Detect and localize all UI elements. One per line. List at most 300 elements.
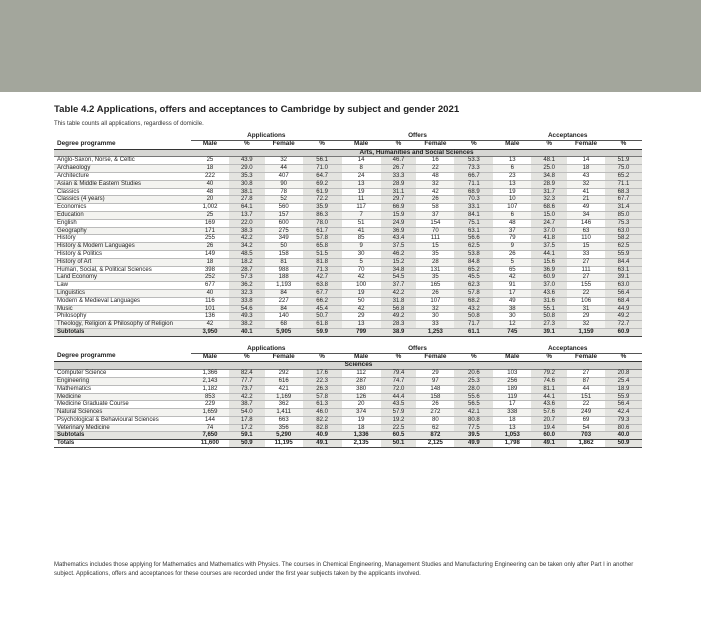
percent-cell: 50.9 bbox=[605, 440, 642, 448]
percent-cell: 85.0 bbox=[605, 211, 642, 219]
count-cell: 10 bbox=[493, 196, 531, 204]
percent-cell: 28.3 bbox=[381, 321, 417, 329]
table-row bbox=[54, 282, 642, 290]
count-cell: 26 bbox=[493, 250, 531, 258]
count-cell: 140 bbox=[265, 313, 303, 321]
percent-cell: 37.0 bbox=[531, 227, 567, 235]
percent-cell: 57.6 bbox=[531, 409, 567, 417]
count-cell: 252 bbox=[191, 274, 229, 282]
percent-cell: 18.9 bbox=[605, 385, 642, 393]
count-cell: 13 bbox=[342, 321, 381, 329]
degree-name: Linguistics bbox=[54, 289, 191, 297]
table-row bbox=[54, 401, 642, 409]
col-female: Female bbox=[265, 353, 303, 362]
percent-cell: 79.4 bbox=[381, 370, 417, 378]
percent-cell: 31.4 bbox=[605, 204, 642, 212]
percent-cell: 69.2 bbox=[303, 180, 342, 188]
percent-cell: 22.5 bbox=[381, 424, 417, 432]
table-row bbox=[54, 370, 642, 378]
percent-cell: 82.8 bbox=[303, 424, 342, 432]
percent-cell: 56.1 bbox=[303, 157, 342, 165]
count-cell: 30 bbox=[342, 250, 381, 258]
percent-cell: 84.4 bbox=[605, 258, 642, 266]
count-cell: 362 bbox=[265, 401, 303, 409]
count-cell: 1,862 bbox=[567, 440, 605, 448]
percent-cell: 61.9 bbox=[303, 188, 342, 196]
percent-cell: 35.9 bbox=[303, 204, 342, 212]
table-row bbox=[54, 274, 642, 282]
percent-cell: 61.3 bbox=[303, 401, 342, 409]
table-row bbox=[54, 409, 642, 417]
count-cell: 144 bbox=[191, 416, 229, 424]
percent-cell: 49.9 bbox=[454, 440, 493, 448]
percent-cell: 44.4 bbox=[381, 393, 417, 401]
percent-cell: 55.6 bbox=[454, 393, 493, 401]
count-cell: 42 bbox=[416, 188, 454, 196]
percent-cell: 22.3 bbox=[303, 377, 342, 385]
percent-cell: 70.3 bbox=[454, 196, 493, 204]
percent-cell: 48.1 bbox=[531, 157, 567, 165]
percent-cell: 65.2 bbox=[454, 266, 493, 274]
table-row bbox=[54, 258, 642, 266]
degree-name: Music bbox=[54, 305, 191, 313]
percent-cell: 75.3 bbox=[605, 219, 642, 227]
footnote: Mathematics includes those applying for Mathematics and Mathematics with Physics. The courses in Chemical Engineering, Management Studies and Manufacturing Engineering can be taken only after Part I in another subject. Applications, offers and acceptances for these courses are recorded under the first year subjects taken by the applicants involved. bbox=[54, 562, 634, 577]
col-male: Male bbox=[191, 140, 229, 149]
degree-name: Modern & Medieval Languages bbox=[54, 297, 191, 305]
count-cell: 116 bbox=[191, 297, 229, 305]
count-cell: 18 bbox=[342, 424, 381, 432]
percent-cell: 64.1 bbox=[229, 204, 265, 212]
percent-cell: 61.7 bbox=[303, 227, 342, 235]
count-cell: 25 bbox=[191, 211, 229, 219]
percent-cell: 48.5 bbox=[229, 250, 265, 258]
percent-cell: 79.2 bbox=[531, 370, 567, 378]
count-cell: 222 bbox=[191, 172, 229, 180]
percent-cell: 49.1 bbox=[303, 440, 342, 448]
degree-name: History & Politics bbox=[54, 250, 191, 258]
col-female: Female bbox=[567, 353, 605, 362]
percent-cell: 26.7 bbox=[381, 165, 417, 173]
table-row bbox=[54, 196, 642, 204]
percent-cell: 44.1 bbox=[531, 250, 567, 258]
count-cell: 5 bbox=[342, 258, 381, 266]
percent-cell: 81.1 bbox=[531, 385, 567, 393]
percent-cell: 60.9 bbox=[531, 274, 567, 282]
percent-cell: 75.1 bbox=[454, 219, 493, 227]
percent-cell: 28.7 bbox=[229, 266, 265, 274]
percent-cell: 80.6 bbox=[605, 424, 642, 432]
percent-cell: 25.3 bbox=[454, 377, 493, 385]
degree-name: Geography bbox=[54, 227, 191, 235]
count-cell: 14 bbox=[567, 157, 605, 165]
percent-cell: 43.6 bbox=[531, 401, 567, 409]
count-cell: 1,336 bbox=[342, 432, 381, 440]
percent-cell: 57.8 bbox=[303, 235, 342, 243]
count-cell: 27 bbox=[567, 274, 605, 282]
count-cell: 62 bbox=[416, 424, 454, 432]
percent-cell: 28.0 bbox=[454, 385, 493, 393]
degree-name: Theology, Religion & Philosophy of Religion bbox=[54, 321, 191, 329]
count-cell: 81 bbox=[265, 258, 303, 266]
group-offers: Offers bbox=[342, 345, 494, 353]
section-sciences: Sciences bbox=[342, 362, 381, 370]
percent-cell: 63.0 bbox=[605, 282, 642, 290]
count-cell: 256 bbox=[493, 377, 531, 385]
count-cell: 249 bbox=[567, 409, 605, 417]
count-cell: 5 bbox=[493, 258, 531, 266]
percent-cell: 28.9 bbox=[531, 180, 567, 188]
percent-cell: 17.8 bbox=[229, 416, 265, 424]
percent-cell: 43.5 bbox=[381, 401, 417, 409]
percent-cell: 77.7 bbox=[229, 377, 265, 385]
percent-cell: 66.2 bbox=[303, 297, 342, 305]
percent-cell: 56.5 bbox=[454, 401, 493, 409]
count-cell: 149 bbox=[191, 250, 229, 258]
percent-cell: 33.1 bbox=[454, 204, 493, 212]
col-degree: Degree programme bbox=[54, 353, 191, 362]
count-cell: 41 bbox=[342, 227, 381, 235]
percent-cell: 71.3 bbox=[303, 266, 342, 274]
percent-cell: 71.1 bbox=[454, 180, 493, 188]
count-cell: 70 bbox=[416, 227, 454, 235]
percent-cell: 57.8 bbox=[303, 393, 342, 401]
percent-cell: 73.3 bbox=[454, 165, 493, 173]
count-cell: 30 bbox=[416, 313, 454, 321]
percent-cell: 43.2 bbox=[454, 305, 493, 313]
count-cell: 50 bbox=[265, 243, 303, 251]
count-cell: 745 bbox=[493, 328, 531, 336]
document-page bbox=[54, 104, 644, 448]
percent-cell: 32.3 bbox=[531, 196, 567, 204]
count-cell: 19 bbox=[342, 416, 381, 424]
percent-cell: 65.8 bbox=[303, 243, 342, 251]
table-subtitle: This table counts all applications, regardless of domicile. bbox=[54, 121, 204, 127]
count-cell: 37 bbox=[416, 211, 454, 219]
percent-cell: 54.5 bbox=[381, 274, 417, 282]
percent-cell: 65.2 bbox=[605, 172, 642, 180]
col-pct: % bbox=[531, 353, 567, 362]
table-row bbox=[54, 297, 642, 305]
percent-cell: 82.4 bbox=[229, 370, 265, 378]
percent-cell: 57.3 bbox=[229, 274, 265, 282]
table-row bbox=[54, 416, 642, 424]
table-row bbox=[54, 172, 642, 180]
percent-cell: 24.9 bbox=[381, 219, 417, 227]
percent-cell: 54.6 bbox=[229, 305, 265, 313]
percent-cell: 55.9 bbox=[605, 393, 642, 401]
table-row bbox=[54, 305, 642, 313]
percent-cell: 42.2 bbox=[229, 393, 265, 401]
percent-cell: 68.9 bbox=[454, 188, 493, 196]
count-cell: 2,143 bbox=[191, 377, 229, 385]
count-cell: 50 bbox=[342, 297, 381, 305]
count-cell: 15 bbox=[567, 243, 605, 251]
percent-cell: 15.9 bbox=[381, 211, 417, 219]
count-cell: 101 bbox=[191, 305, 229, 313]
count-cell: 2,135 bbox=[342, 440, 381, 448]
percent-cell: 66.7 bbox=[454, 172, 493, 180]
count-cell: 29 bbox=[342, 313, 381, 321]
count-cell: 38 bbox=[493, 305, 531, 313]
degree-name: Law bbox=[54, 282, 191, 290]
percent-cell: 54.0 bbox=[229, 409, 265, 417]
percent-cell: 72.2 bbox=[303, 196, 342, 204]
percent-cell: 59.9 bbox=[303, 328, 342, 336]
count-cell: 13 bbox=[342, 180, 381, 188]
count-cell: 33 bbox=[416, 321, 454, 329]
count-cell: 872 bbox=[416, 432, 454, 440]
count-cell: 1,182 bbox=[191, 385, 229, 393]
col-pct: % bbox=[454, 140, 493, 149]
table-row bbox=[54, 424, 642, 432]
table-row bbox=[54, 289, 642, 297]
count-cell: 7 bbox=[342, 211, 381, 219]
percent-cell: 77.5 bbox=[454, 424, 493, 432]
count-cell: 560 bbox=[265, 204, 303, 212]
percent-cell: 26.3 bbox=[303, 385, 342, 393]
group-acceptances: Acceptances bbox=[493, 345, 642, 353]
degree-name: Architecture bbox=[54, 172, 191, 180]
percent-cell: 27.8 bbox=[229, 196, 265, 204]
count-cell: 18 bbox=[191, 258, 229, 266]
percent-cell: 36.2 bbox=[229, 282, 265, 290]
count-cell: 165 bbox=[416, 282, 454, 290]
count-cell: 49 bbox=[493, 297, 531, 305]
degree-name: Engineering bbox=[54, 377, 191, 385]
percent-cell: 44.1 bbox=[531, 393, 567, 401]
count-cell: 21 bbox=[567, 196, 605, 204]
count-cell: 6 bbox=[493, 165, 531, 173]
percent-cell: 17.6 bbox=[303, 370, 342, 378]
count-cell: 68 bbox=[265, 321, 303, 329]
table-row bbox=[54, 266, 642, 274]
percent-cell: 27.3 bbox=[531, 321, 567, 329]
table-row bbox=[54, 219, 642, 227]
percent-cell: 29.7 bbox=[381, 196, 417, 204]
percent-cell: 71.1 bbox=[605, 180, 642, 188]
count-cell: 44 bbox=[265, 165, 303, 173]
percent-cell: 53.3 bbox=[454, 157, 493, 165]
percent-cell: 15.0 bbox=[531, 211, 567, 219]
count-cell: 26 bbox=[416, 401, 454, 409]
count-cell: 37 bbox=[493, 227, 531, 235]
count-cell: 19 bbox=[342, 289, 381, 297]
count-cell: 11,600 bbox=[191, 440, 229, 448]
count-cell: 103 bbox=[493, 370, 531, 378]
col-male: Male bbox=[342, 353, 381, 362]
percent-cell: 56.6 bbox=[454, 235, 493, 243]
percent-cell: 41.8 bbox=[531, 235, 567, 243]
count-cell: 49 bbox=[567, 204, 605, 212]
degree-name: Philosophy bbox=[54, 313, 191, 321]
percent-cell: 28.9 bbox=[381, 180, 417, 188]
col-male: Male bbox=[493, 353, 531, 362]
degree-name: Psychological & Behavioural Sciences bbox=[54, 416, 191, 424]
table-row bbox=[54, 321, 642, 329]
percent-cell: 51.5 bbox=[303, 250, 342, 258]
col-male: Male bbox=[493, 140, 531, 149]
count-cell: 988 bbox=[265, 266, 303, 274]
count-cell: 58 bbox=[416, 204, 454, 212]
count-cell: 24 bbox=[342, 172, 381, 180]
count-cell: 663 bbox=[265, 416, 303, 424]
col-pct: % bbox=[454, 353, 493, 362]
percent-cell: 45.5 bbox=[454, 274, 493, 282]
percent-cell: 38.3 bbox=[229, 227, 265, 235]
degree-name: History of Art bbox=[54, 258, 191, 266]
count-cell: 292 bbox=[265, 370, 303, 378]
count-cell: 74 bbox=[191, 424, 229, 432]
percent-cell: 37.5 bbox=[381, 243, 417, 251]
col-pct: % bbox=[381, 353, 417, 362]
count-cell: 155 bbox=[567, 282, 605, 290]
table-row bbox=[54, 243, 642, 251]
percent-cell: 37.5 bbox=[531, 243, 567, 251]
col-male: Male bbox=[342, 140, 381, 149]
percent-cell: 31.6 bbox=[531, 297, 567, 305]
percent-cell: 40.0 bbox=[605, 432, 642, 440]
percent-cell: 32.3 bbox=[229, 289, 265, 297]
percent-cell: 40.1 bbox=[229, 328, 265, 336]
count-cell: 48 bbox=[416, 172, 454, 180]
percent-cell: 80.8 bbox=[454, 416, 493, 424]
count-cell: 69 bbox=[567, 416, 605, 424]
percent-cell: 60.0 bbox=[531, 432, 567, 440]
percent-cell: 50.7 bbox=[303, 313, 342, 321]
count-cell: 154 bbox=[416, 219, 454, 227]
percent-cell: 56.8 bbox=[381, 305, 417, 313]
percent-cell: 34.8 bbox=[531, 172, 567, 180]
count-cell: 14 bbox=[342, 157, 381, 165]
percent-cell: 68.2 bbox=[454, 297, 493, 305]
count-cell: 35 bbox=[416, 274, 454, 282]
count-cell: 34 bbox=[567, 211, 605, 219]
percent-cell: 62.5 bbox=[454, 243, 493, 251]
count-cell: 398 bbox=[191, 266, 229, 274]
percent-cell: 55.9 bbox=[605, 250, 642, 258]
count-cell: 44 bbox=[567, 385, 605, 393]
count-cell: 13 bbox=[493, 424, 531, 432]
count-cell: 41 bbox=[567, 188, 605, 196]
percent-cell: 64.7 bbox=[303, 172, 342, 180]
count-cell: 9 bbox=[342, 243, 381, 251]
percent-cell: 19.4 bbox=[531, 424, 567, 432]
count-cell: 20 bbox=[342, 401, 381, 409]
count-cell: 32 bbox=[416, 305, 454, 313]
table-row bbox=[54, 157, 642, 165]
count-cell: 1,253 bbox=[416, 328, 454, 336]
count-cell: 171 bbox=[191, 227, 229, 235]
count-cell: 151 bbox=[567, 393, 605, 401]
count-cell: 106 bbox=[567, 297, 605, 305]
count-cell: 275 bbox=[265, 227, 303, 235]
table-row bbox=[54, 393, 642, 401]
group-applications: Applications bbox=[191, 132, 342, 140]
percent-cell: 66.9 bbox=[381, 204, 417, 212]
percent-cell: 22.0 bbox=[229, 219, 265, 227]
percent-cell: 50.8 bbox=[531, 313, 567, 321]
degree-name: Mathematics bbox=[54, 385, 191, 393]
percent-cell: 34.8 bbox=[381, 266, 417, 274]
percent-cell: 68.4 bbox=[605, 297, 642, 305]
percent-cell: 62.5 bbox=[605, 243, 642, 251]
percent-cell: 56.4 bbox=[605, 401, 642, 409]
count-cell: 136 bbox=[191, 313, 229, 321]
count-cell: 29 bbox=[416, 370, 454, 378]
percent-cell: 60.5 bbox=[381, 432, 417, 440]
count-cell: 85 bbox=[342, 235, 381, 243]
percent-cell: 79.3 bbox=[605, 416, 642, 424]
count-cell: 17 bbox=[493, 289, 531, 297]
count-cell: 799 bbox=[342, 328, 381, 336]
col-pct: % bbox=[229, 140, 265, 149]
col-female: Female bbox=[265, 140, 303, 149]
degree-name: Medicine Graduate Course bbox=[54, 401, 191, 409]
count-cell: 42 bbox=[342, 274, 381, 282]
percent-cell: 37.7 bbox=[381, 282, 417, 290]
percent-cell: 53.8 bbox=[454, 250, 493, 258]
percent-cell: 13.7 bbox=[229, 211, 265, 219]
percent-cell: 15.6 bbox=[531, 258, 567, 266]
count-cell: 7,650 bbox=[191, 432, 229, 440]
percent-cell: 25.0 bbox=[531, 165, 567, 173]
count-cell: 853 bbox=[191, 393, 229, 401]
degree-name: Medicine bbox=[54, 393, 191, 401]
count-cell: 35 bbox=[416, 250, 454, 258]
subtotal-row bbox=[54, 328, 642, 336]
degree-name: Classics (4 years) bbox=[54, 196, 191, 204]
count-cell: 26 bbox=[191, 243, 229, 251]
percent-cell: 18.2 bbox=[229, 258, 265, 266]
count-cell: 29 bbox=[567, 313, 605, 321]
count-cell: 91 bbox=[493, 282, 531, 290]
percent-cell: 84.8 bbox=[454, 258, 493, 266]
table-row bbox=[54, 250, 642, 258]
count-cell: 374 bbox=[342, 409, 381, 417]
count-cell: 26 bbox=[416, 289, 454, 297]
count-cell: 349 bbox=[265, 235, 303, 243]
percent-cell: 39.1 bbox=[605, 274, 642, 282]
percent-cell: 73.7 bbox=[229, 385, 265, 393]
count-cell: 42 bbox=[191, 321, 229, 329]
count-cell: 23 bbox=[493, 172, 531, 180]
subtotal-row bbox=[54, 432, 642, 440]
count-cell: 189 bbox=[493, 385, 531, 393]
count-cell: 158 bbox=[416, 393, 454, 401]
percent-cell: 29.0 bbox=[229, 165, 265, 173]
count-cell: 27 bbox=[567, 258, 605, 266]
percent-cell: 46.2 bbox=[381, 250, 417, 258]
count-cell: 110 bbox=[567, 235, 605, 243]
percent-cell: 55.1 bbox=[531, 305, 567, 313]
percent-cell: 75.0 bbox=[605, 165, 642, 173]
count-cell: 16 bbox=[416, 157, 454, 165]
count-cell: 48 bbox=[493, 219, 531, 227]
count-cell: 63 bbox=[567, 227, 605, 235]
percent-cell: 71.7 bbox=[454, 321, 493, 329]
percent-cell: 59.1 bbox=[229, 432, 265, 440]
count-cell: 30 bbox=[493, 313, 531, 321]
group-offers: Offers bbox=[342, 132, 494, 140]
percent-cell: 49.2 bbox=[381, 313, 417, 321]
count-cell: 27 bbox=[567, 370, 605, 378]
degree-name: Asian & Middle Eastern Studies bbox=[54, 180, 191, 188]
percent-cell: 34.2 bbox=[229, 243, 265, 251]
percent-cell: 63.0 bbox=[605, 227, 642, 235]
count-cell: 43 bbox=[567, 172, 605, 180]
percent-cell: 43.4 bbox=[381, 235, 417, 243]
